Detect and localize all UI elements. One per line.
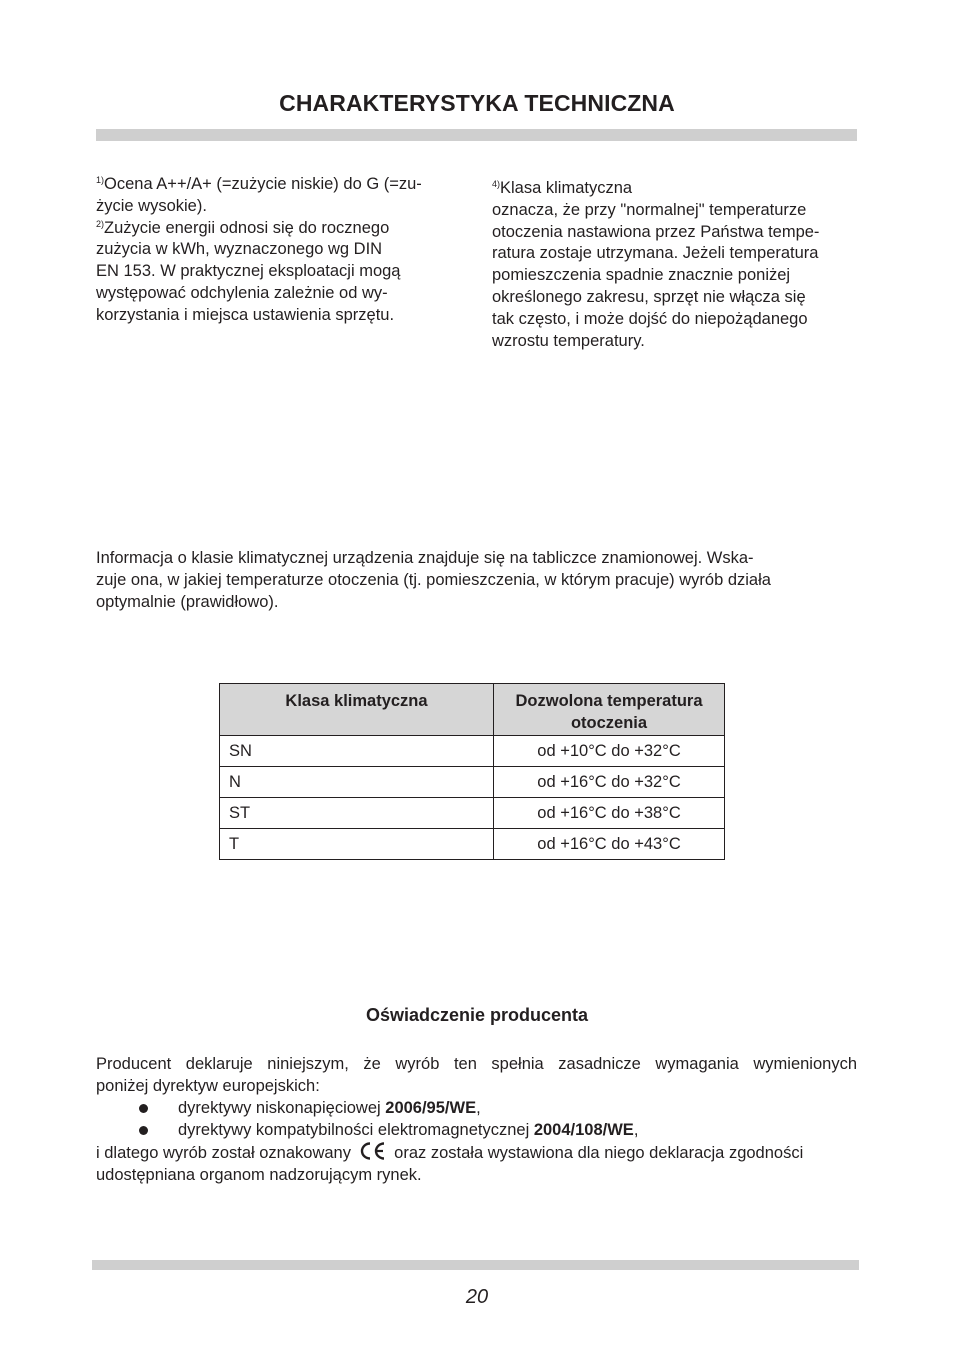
footnote-line: wzrostu temperatury. bbox=[492, 331, 645, 350]
footnote-line: Ocena A++/A+ (=zużycie niskie) do G (=zu- bbox=[104, 175, 422, 193]
column-header-class: Klasa klimatyczna bbox=[220, 684, 494, 736]
temperature-range-cell: od +16°C do +43°C bbox=[494, 829, 725, 860]
directive-code: 2004/108/WE bbox=[533, 1121, 634, 1139]
paragraph-line: udostępniana organom nadzorującym rynek. bbox=[96, 1166, 422, 1184]
temperature-range-cell: od +16°C do +38°C bbox=[494, 798, 725, 829]
column-header-temperature: Dozwolona temperatura otoczenia bbox=[494, 684, 725, 736]
footnote-line: otoczenia nastawiona przez Państwa tempe- bbox=[492, 222, 820, 241]
bullet-icon bbox=[139, 1126, 148, 1135]
footnote-line: tak często, i może dojść do niepożądanego bbox=[492, 309, 808, 328]
footnote-line: Zużycie energii odnosi się do rocznego bbox=[104, 218, 390, 237]
footnote-2 bbox=[96, 218, 466, 327]
paragraph-line: optymalnie (prawidłowo). bbox=[96, 593, 279, 611]
footnote-1 bbox=[96, 174, 466, 218]
ce-mark-icon bbox=[358, 1141, 388, 1161]
paragraph-line: zuje ona, w jakiej temperaturze otoczenia (tj. pomieszczenia, w którym pracuje) wyrób działa bbox=[96, 571, 771, 589]
footer-divider bbox=[92, 1260, 859, 1270]
footnote-line: korzystania i miejsca ustawienia sprzętu. bbox=[96, 305, 395, 324]
footnote-line: EN 153. W praktycznej eksploatacji mogą bbox=[96, 262, 401, 281]
header-divider bbox=[96, 129, 857, 141]
directive-suffix: , bbox=[633, 1121, 639, 1139]
declaration-heading: Oświadczenie producenta bbox=[365, 1005, 589, 1025]
table-row bbox=[220, 798, 725, 829]
footnote-line: pomieszczenia spadnie znacznie poniżej bbox=[492, 266, 791, 285]
footnote-marker: 2) bbox=[96, 218, 105, 229]
directive-code: 2006/95/WE bbox=[385, 1099, 477, 1117]
footnote-line: występować odchylenia zależnie od wy- bbox=[96, 283, 388, 302]
paragraph-line: Informacja o klasie klimatycznej urządzenia znajduje się na tabliczce znamionowej. Wska- bbox=[96, 549, 754, 567]
list-item bbox=[96, 1097, 857, 1119]
bullet-icon bbox=[139, 1104, 148, 1113]
page-title: CHARAKTERYSTYKA TECHNICZNA bbox=[279, 90, 675, 116]
footnote-line: oznacza, że przy "normalnej" temperaturze bbox=[492, 200, 807, 219]
temperature-range-cell: od +10°C do +32°C bbox=[494, 736, 725, 767]
footnote-line: życie wysokie). bbox=[96, 196, 207, 215]
directive-text: dyrektywy niskonapięciowej bbox=[178, 1099, 386, 1117]
footnote-line: określonego zakresu, sprzęt nie włącza się bbox=[492, 287, 806, 306]
directive-suffix: , bbox=[476, 1099, 481, 1117]
footnote-line: Klasa klimatyczna bbox=[500, 179, 633, 197]
table-row bbox=[220, 736, 725, 767]
footnote-line: ratura zostaje utrzymana. Jeżeli temperatura bbox=[492, 244, 819, 263]
declaration-body bbox=[96, 1053, 857, 1186]
footnote-marker: 1) bbox=[96, 175, 105, 185]
footnote-4 bbox=[492, 178, 862, 352]
list-item bbox=[96, 1119, 857, 1141]
temperature-range-cell: od +16°C do +32°C bbox=[494, 767, 725, 798]
climate-class-cell: T bbox=[220, 829, 494, 860]
mark-text-after: oraz została wystawiona dla niego deklaracja zgodności bbox=[394, 1144, 804, 1162]
footnote-line: zużycia w kWh, wyznaczonego wg DIN bbox=[96, 240, 383, 259]
mark-text-before: i dlatego wyrób został oznakowany bbox=[96, 1144, 351, 1162]
directive-text: dyrektywy kompatybilności elektromagnetycznej bbox=[178, 1121, 534, 1139]
climate-class-table bbox=[219, 683, 725, 860]
paragraph-line: Producent deklaruje niniejszym, że wyrób ten spełnia zasadnicze wymagania wymienionych bbox=[96, 1055, 857, 1073]
climate-info-paragraph bbox=[96, 547, 856, 613]
table-row bbox=[220, 829, 725, 860]
table-row bbox=[220, 767, 725, 798]
page-number: 20 bbox=[465, 1286, 489, 1308]
climate-class-cell: N bbox=[220, 767, 494, 798]
footnotes-left bbox=[96, 174, 466, 327]
footnote-marker: 4) bbox=[492, 179, 501, 189]
paragraph-line bbox=[96, 1141, 857, 1164]
climate-class-cell: ST bbox=[220, 798, 494, 829]
table-header-row bbox=[220, 684, 725, 736]
climate-class-cell: SN bbox=[220, 736, 494, 767]
paragraph-line: poniżej dyrektyw europejskich: bbox=[96, 1077, 320, 1095]
